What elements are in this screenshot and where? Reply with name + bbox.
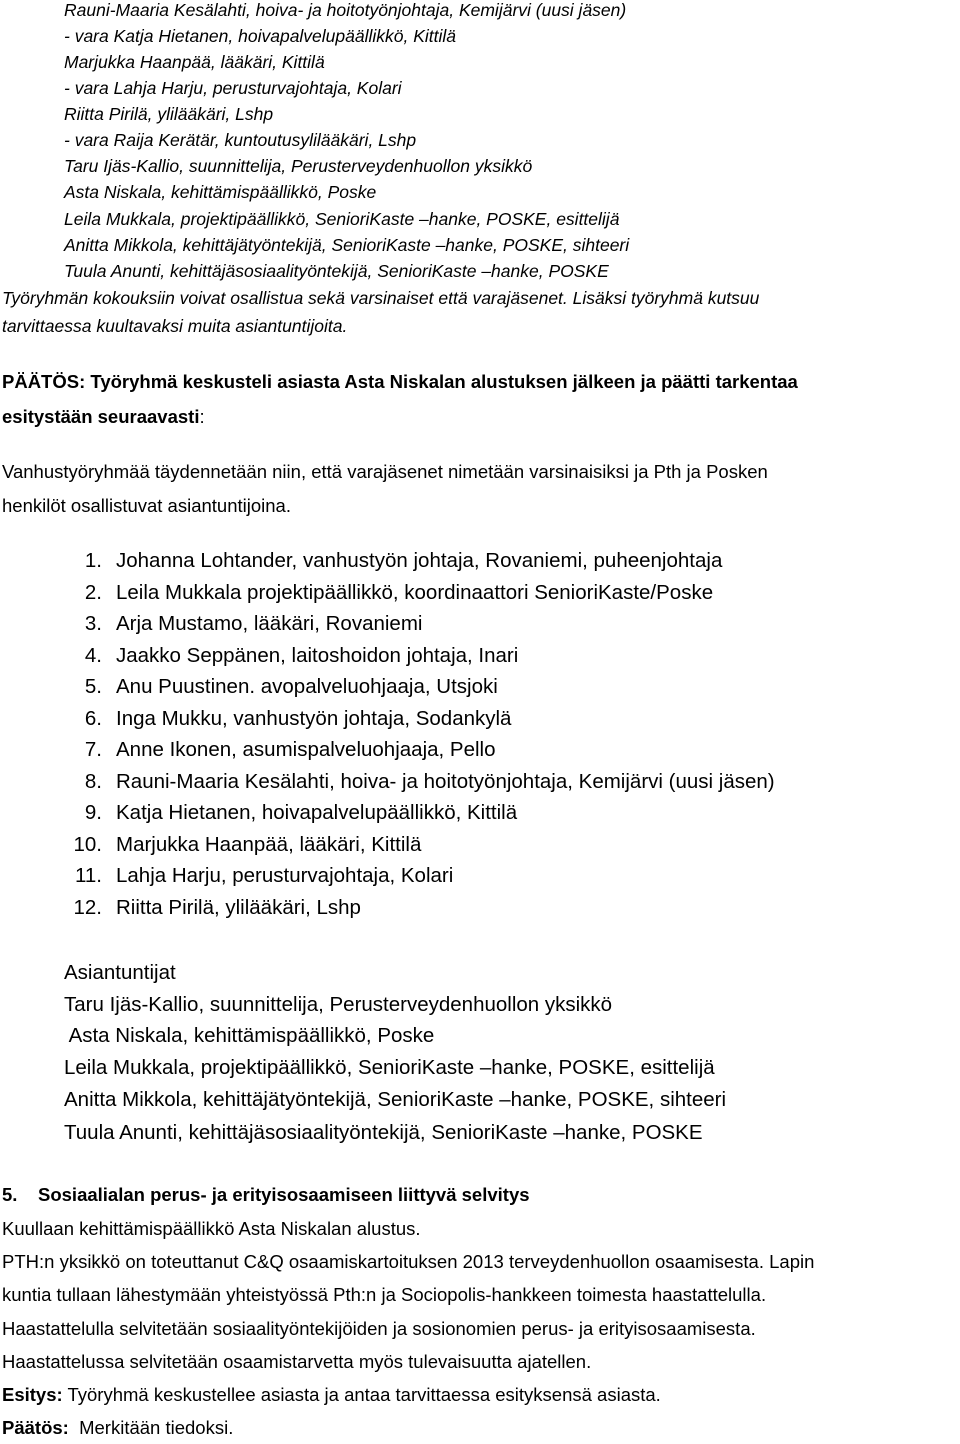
top-list-item: Leila Mukkala, projektipäällikkö, SenioriKaste –hanke, POSKE, esittelijä	[64, 209, 620, 229]
member-number: 8.	[84, 769, 102, 793]
section-line: Kuullaan kehittämispäällikkö Asta Niskalan alustus.	[2, 1218, 421, 1239]
section-line: PTH:n yksikkö on toteuttanut C&Q osaamiskartoituksen 2013 terveydenhuollon osaamisesta. Lapin	[2, 1251, 815, 1272]
decision-final-line	[2, 1412, 233, 1444]
section-line: Haastattelulla selvitetään sosiaalityöntekijöiden ja sosionomien perus- ja erityisosaamisesta.	[2, 1318, 756, 1339]
decision-colon: :	[199, 406, 205, 427]
top-list-item: - vara Lahja Harju, perusturvajohtaja, Kolari	[64, 78, 402, 98]
member-item	[64, 640, 518, 672]
member-item	[64, 545, 722, 577]
member-number: 7.	[84, 738, 102, 761]
expert-item: Taru Ijäs-Kallio, suunnittelija, Perusterveydenhuollon yksikkö	[64, 993, 613, 1016]
top-list-item: - vara Raija Kerätär, kuntoutusylilääkäri, Lshp	[64, 130, 417, 150]
top-list-item: Tuula Anunti, kehittäjäsosiaalityöntekijä, SenioriKaste –hanke, POSKE	[64, 261, 609, 281]
member-number: 9.	[84, 801, 102, 824]
member-item	[64, 860, 453, 892]
meetings-note: Työryhmän kokouksiin voivat osallistua sekä varsinaiset että varajäsenet. Lisäksi työryhmä kutsuu	[2, 288, 760, 308]
member-number: 5.	[84, 675, 102, 698]
member-number: 2.	[84, 580, 102, 604]
top-list-item: Marjukka Haanpää, lääkäri, Kittilä	[64, 52, 325, 72]
experts-heading: Asiantuntijat	[64, 961, 176, 984]
proposal-line	[2, 1379, 661, 1411]
member-text: Marjukka Haanpää, lääkäri, Kittilä	[116, 832, 422, 856]
final-decision-text: Merkitään tiedoksi.	[68, 1417, 234, 1438]
member-item	[64, 829, 421, 861]
member-number: 10.	[73, 832, 102, 856]
expert-item: Asta Niskala, kehittämispäällikkö, Poske	[64, 1024, 435, 1047]
member-number: 3.	[84, 612, 102, 635]
member-text: Inga Mukku, vanhustyön johtaja, Sodankylä	[116, 706, 512, 730]
top-list-item: Taru Ijäs-Kallio, suunnittelija, Perusterveydenhuollon yksikkö	[64, 156, 533, 176]
member-number: 12.	[73, 895, 102, 919]
section-title: Sosiaalialan perus- ja erityisosaamiseen liittyvä selvitys	[38, 1184, 530, 1205]
expert-item: Anitta Mikkola, kehittäjätyöntekijä, SenioriKaste –hanke, POSKE, sihteeri	[64, 1088, 727, 1111]
section-heading	[2, 1179, 530, 1211]
member-item	[64, 608, 422, 640]
decision-paragraph: henkilöt osallistuvat asiantuntijoina.	[2, 495, 291, 516]
member-text: Lahja Harju, perusturvajohtaja, Kolari	[116, 864, 454, 887]
top-list-item: Rauni-Maaria Kesälahti, hoiva- ja hoitotyönjohtaja, Kemijärvi (uusi jäsen)	[64, 0, 627, 20]
member-item	[64, 797, 517, 829]
member-text: Arja Mustamo, lääkäri, Rovaniemi	[116, 612, 423, 635]
decision-line	[2, 366, 798, 398]
member-number: 1.	[84, 549, 102, 572]
member-text: Anne Ikonen, asumispalveluohjaaja, Pello	[116, 738, 496, 761]
member-item	[64, 671, 498, 703]
member-text: Riitta Pirilä, ylilääkäri, Lshp	[116, 895, 361, 919]
member-item	[64, 766, 775, 798]
member-text: Jaakko Seppänen, laitoshoidon johtaja, Inari	[116, 643, 519, 667]
member-text: Johanna Lohtander, vanhustyön johtaja, Rovaniemi, puheenjohtaja	[116, 549, 723, 572]
member-number: 6.	[84, 706, 102, 730]
member-item	[64, 892, 361, 924]
member-text: Anu Puustinen. avopalveluohjaaja, Utsjoki	[116, 675, 498, 698]
member-number: 11.	[75, 864, 102, 887]
member-text: Leila Mukkala projektipäällikkö, koordinaattori SenioriKaste/Poske	[116, 580, 714, 604]
expert-item: Tuula Anunti, kehittäjäsosiaalityöntekijä, SenioriKaste –hanke, POSKE	[64, 1121, 703, 1144]
meetings-note: tarvittaessa kuultavaksi muita asiantuntijoita.	[2, 316, 348, 336]
decision-line	[2, 401, 205, 433]
decision-paragraph: Vanhustyöryhmää täydennetään niin, että varajäsenet nimetään varsinaisiksi ja Pth ja Posken	[2, 461, 768, 482]
member-text: Katja Hietanen, hoivapalvelupäällikkö, Kittilä	[116, 801, 518, 824]
top-list-item: - vara Katja Hietanen, hoivapalvelupäällikkö, Kittilä	[64, 26, 457, 46]
final-decision-label: Päätös:	[2, 1417, 69, 1438]
proposal-label: Esitys:	[2, 1384, 63, 1405]
section-line: Haastattelussa selvitetään osaamistarvetta myös tulevaisuutta ajatellen.	[2, 1351, 592, 1372]
proposal-text: Työryhmä keskustellee asiasta ja antaa tarvittaessa esityksensä asiasta.	[62, 1384, 661, 1405]
member-item	[64, 577, 713, 609]
member-text: Rauni-Maaria Kesälahti, hoiva- ja hoitotyönjohtaja, Kemijärvi (uusi jäsen)	[116, 769, 775, 793]
section-line: kuntia tullaan lähestymään yhteistyössä Pth:n ja Sociopolis-hankkeen toimesta haastattelulla.	[2, 1284, 767, 1305]
member-item	[64, 734, 496, 766]
decision-text: Työryhmä keskusteli asiasta Asta Niskalan alustuksen jälkeen ja päätti tarkentaa	[85, 371, 798, 392]
top-list-item: Riitta Pirilä, ylilääkäri, Lshp	[64, 104, 274, 124]
section-number: 5.	[2, 1184, 18, 1205]
member-number: 4.	[84, 643, 102, 667]
member-item	[64, 703, 511, 735]
decision-label: PÄÄTÖS:	[2, 371, 86, 392]
top-list-item: Asta Niskala, kehittämispäällikkö, Poske	[64, 182, 377, 202]
decision-text: esitystään seuraavasti	[2, 406, 200, 427]
expert-item: Leila Mukkala, projektipäällikkö, SenioriKaste –hanke, POSKE, esittelijä	[64, 1056, 715, 1079]
top-list-item: Anitta Mikkola, kehittäjätyöntekijä, SenioriKaste –hanke, POSKE, sihteeri	[64, 235, 630, 255]
